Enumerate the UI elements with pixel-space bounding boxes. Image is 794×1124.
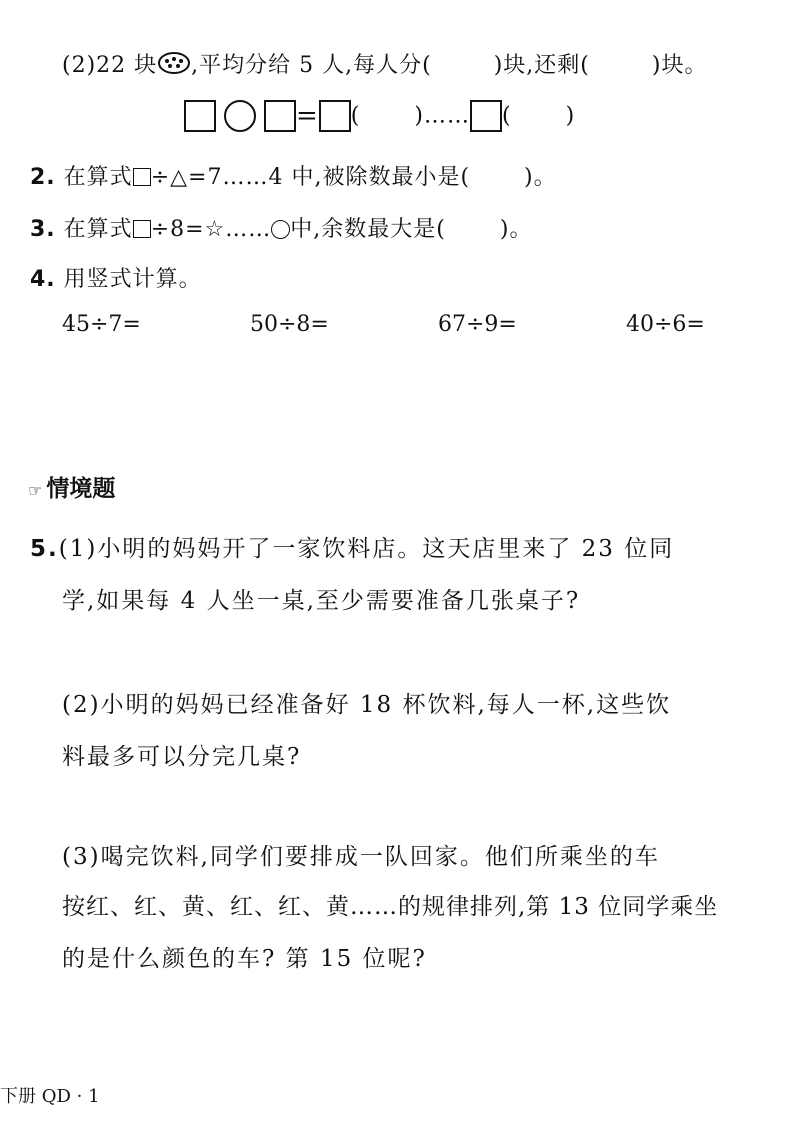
question-5-part-3-line-2	[62, 888, 718, 921]
section-title	[28, 470, 115, 503]
calc-item: 50÷8=	[250, 312, 329, 337]
q3-text-d: )。	[499, 217, 533, 242]
q4-number: 4.	[30, 267, 56, 292]
question-5-part-3-line-3	[62, 940, 427, 973]
question-1-part-2	[62, 48, 707, 81]
q2-text-c: )。	[524, 165, 557, 190]
q3-text-c: 中,余数最大是(	[290, 217, 446, 242]
q5-p3-line2: 按红、红、黄、红、红、黄……的规律排列,第 13 位同学乘坐	[62, 894, 719, 920]
q5-p1-line2: 学,如果每 4 人坐一桌,至少需要准备几张桌子?	[62, 588, 581, 614]
question-5-part-3-line-1	[62, 838, 660, 871]
q3-text-a: 在算式	[63, 217, 133, 242]
answer-box-remainder[interactable]	[470, 100, 502, 132]
question-5-part-2-line-2	[62, 738, 301, 771]
q5-p3-line3: 的是什么颜色的车? 第 15 位呢?	[62, 946, 427, 972]
dividend-box-symbol	[133, 168, 151, 186]
paren-close-1: )	[414, 103, 424, 129]
q5-number: 5.	[30, 536, 59, 562]
question-3	[30, 212, 532, 243]
answer-box-dividend[interactable]	[184, 100, 216, 132]
section-title-text: 情境题	[46, 476, 116, 502]
q2-number: 2.	[30, 165, 56, 190]
paren-open-2: (	[501, 103, 512, 129]
q5-p1-line1: (1)小明的妈妈开了一家饮料店。这天店里来了 23 位同	[58, 536, 675, 562]
remainder-circle-symbol	[271, 220, 290, 239]
question-5-line-1	[30, 530, 674, 563]
q3-text-b: ÷8=☆……	[150, 217, 272, 242]
calc-item: 45÷7=	[62, 312, 141, 337]
page-footer: 下册 QD · 1	[0, 1086, 100, 1107]
q1-2-end: )块。	[651, 53, 708, 78]
paren-open-1: (	[350, 103, 361, 129]
remainder-dots: ……	[423, 103, 470, 129]
question-5-line-2	[62, 582, 580, 615]
equation-row	[184, 100, 575, 132]
q5-p3-line1: (3)喝完饮料,同学们要排成一队回家。他们所乘坐的车	[62, 844, 660, 870]
q2-text-a: 在算式	[63, 165, 133, 190]
q1-2-suffix: ,平均分给 5 人,每人分(	[191, 53, 432, 78]
q2-text-b: ÷△=7……4 中,被除数最小是(	[150, 165, 471, 190]
q5-p2-line1: (2)小明的妈妈已经准备好 18 杯饮料,每人一杯,这些饮	[62, 692, 672, 718]
answer-box-quotient[interactable]	[319, 100, 351, 132]
paren-close-2: )	[565, 103, 576, 129]
q1-2-mid: )块,还剩(	[493, 53, 590, 78]
calc-item: 40÷6=	[626, 312, 705, 337]
q1-2-prefix: (2)22 块	[62, 53, 158, 78]
question-4	[30, 262, 202, 293]
answer-circle-operator[interactable]	[224, 100, 256, 132]
q5-p2-line2: 料最多可以分完几桌?	[62, 744, 302, 770]
answer-box-divisor[interactable]	[264, 100, 296, 132]
calc-item: 67÷9=	[438, 312, 517, 337]
equals-sign: =	[296, 101, 319, 131]
cookie-icon	[157, 51, 191, 81]
q3-number: 3.	[30, 217, 56, 242]
question-5-part-2-line-1	[62, 686, 671, 719]
dividend-box-symbol	[133, 220, 151, 238]
question-2	[30, 160, 557, 191]
pointing-hand-icon: ☞	[28, 481, 43, 500]
q4-text: 用竖式计算。	[63, 267, 202, 292]
